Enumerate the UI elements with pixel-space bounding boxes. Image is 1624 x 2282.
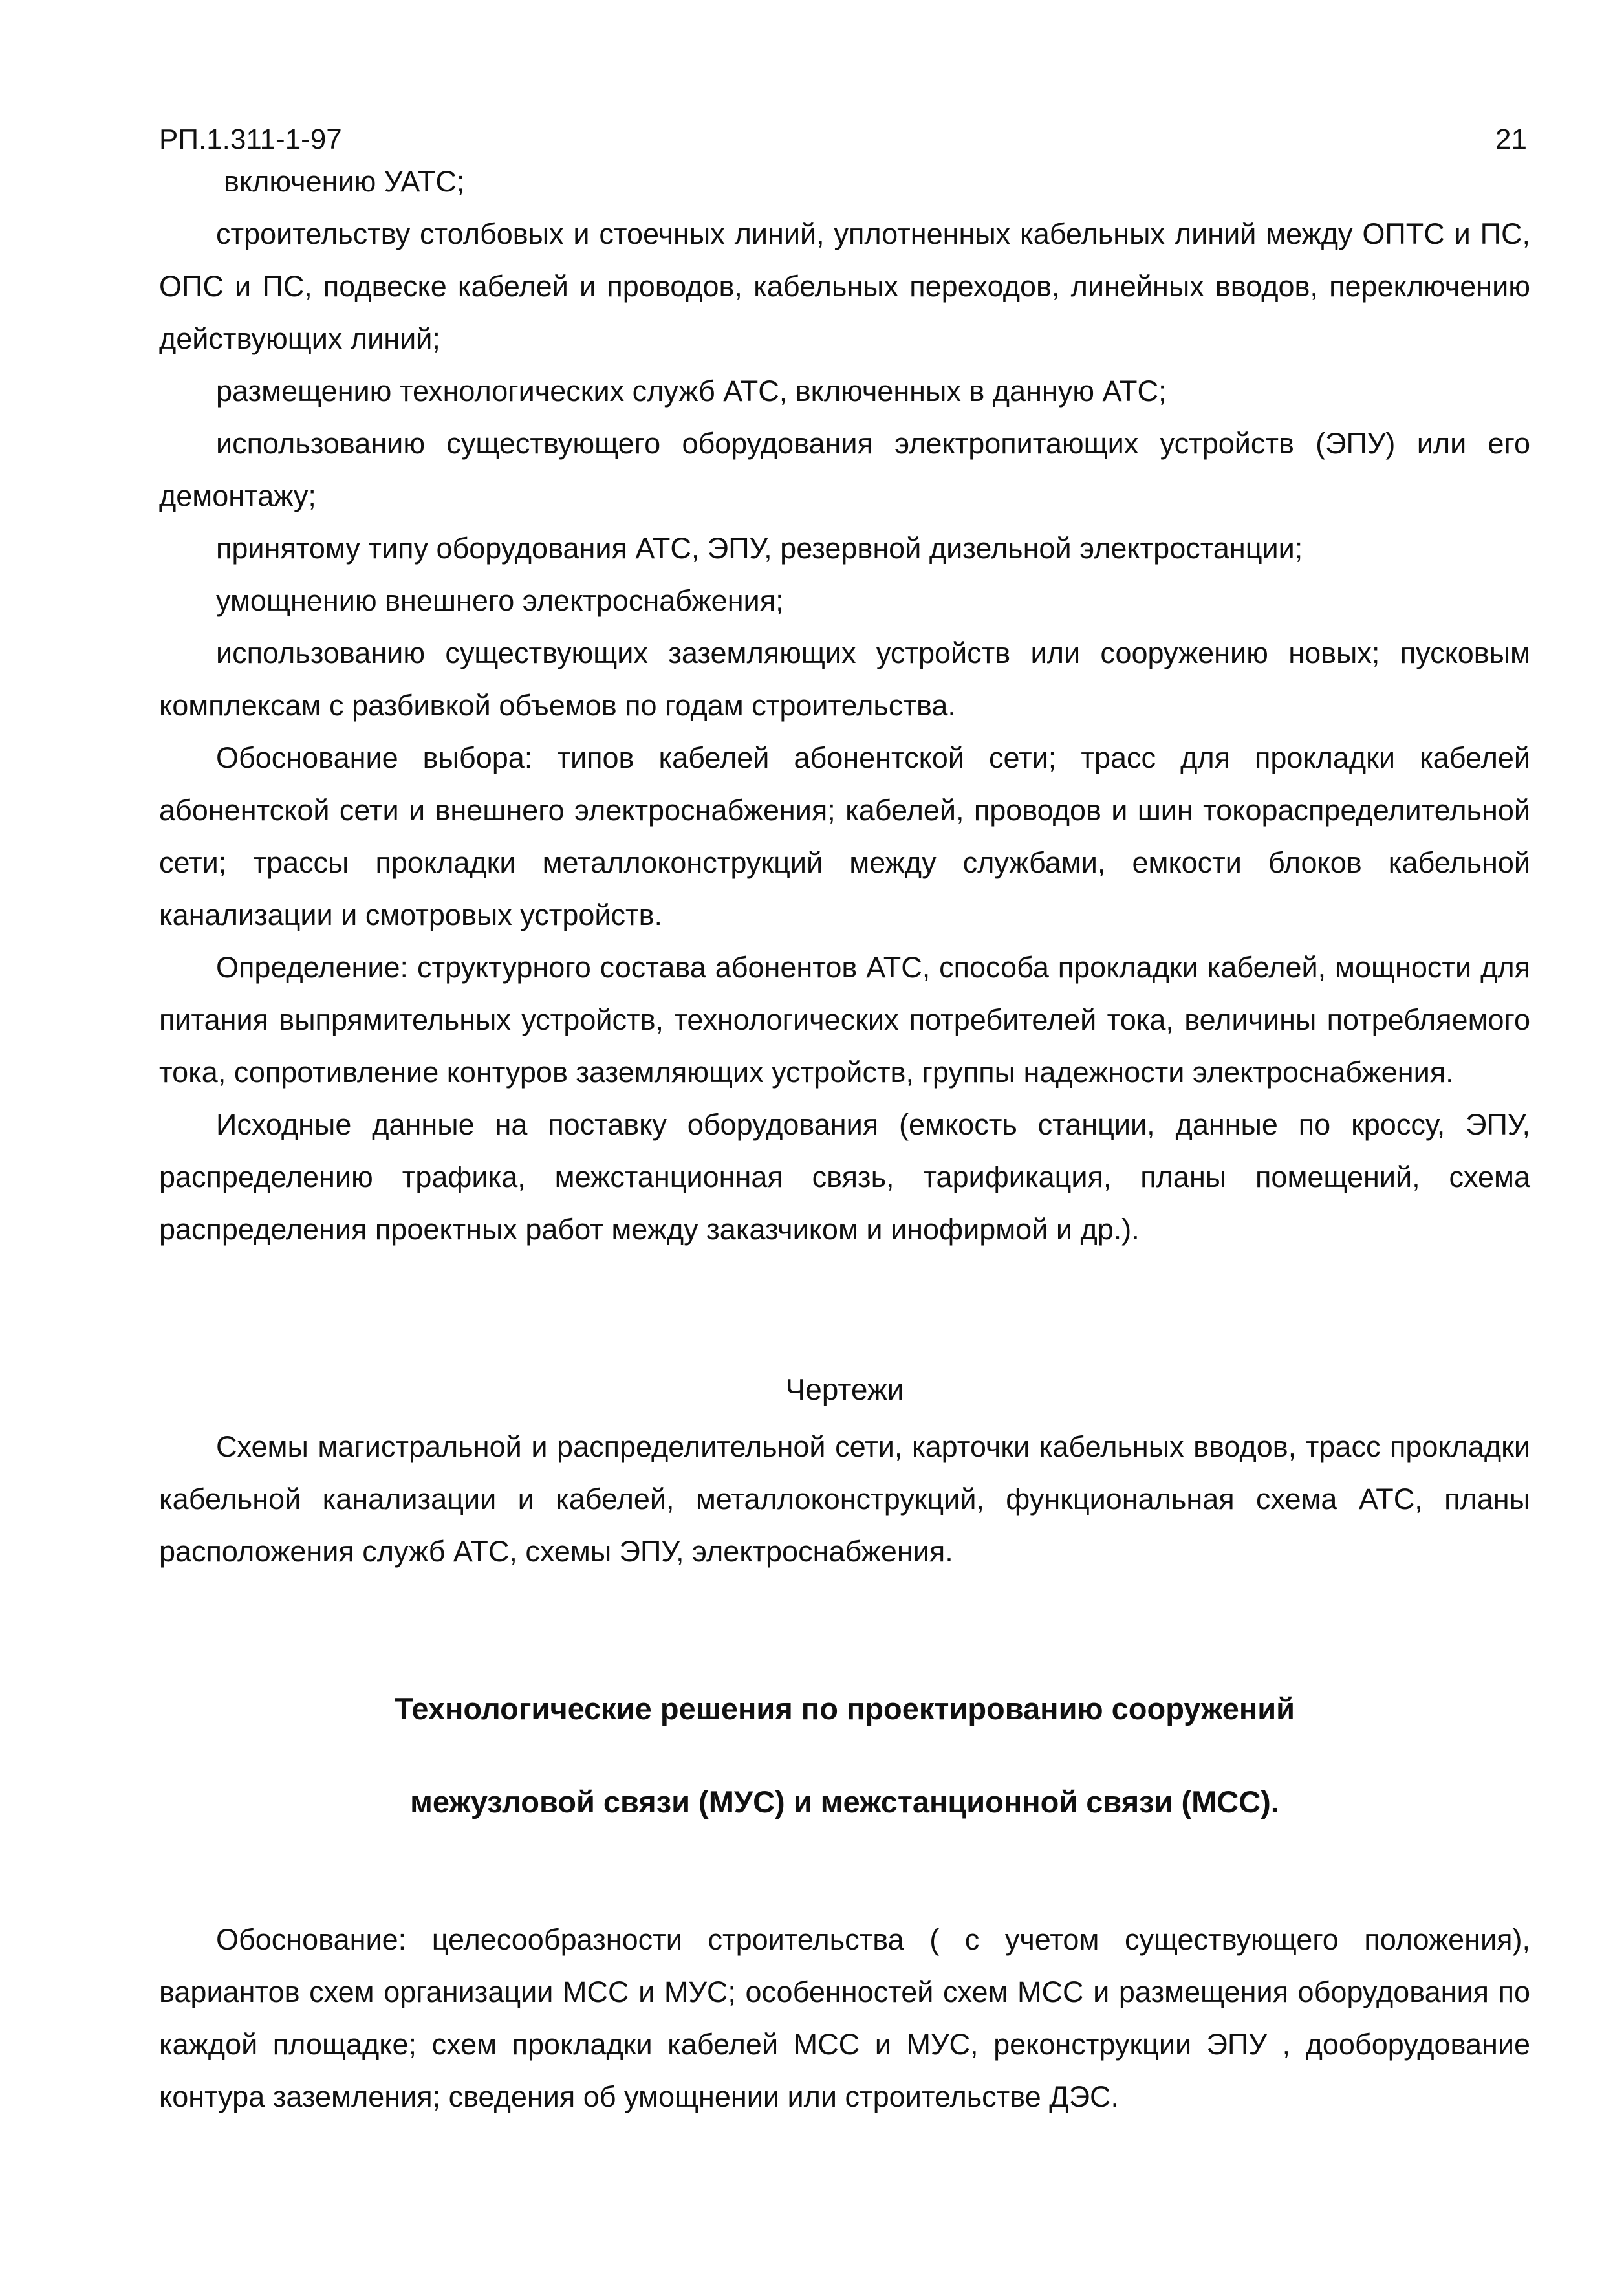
drawings-heading: Чертежи: [785, 1373, 904, 1406]
paragraph: Схемы магистральной и распределительной сети, карточки кабельных вводов, трасс прокладки кабельной канализации и кабелей, металлоконструкций, функциональная схема АТС, планы расположения служб АТС, схемы ЭПУ, электроснабжения.: [159, 1430, 1530, 1568]
paragraph: Определение: структурного состава абонентов АТС, способа прокладки кабелей, мощности для питания выпрямительных устройств, технологических потребителей тока, величины потребляемого тока, сопротивление контуров заземляющих устройств, группы надежности электроснабжения.: [159, 951, 1530, 1089]
section-title-line: межузловой связи (МУС) и межстанционной связи (МСС).: [410, 1785, 1279, 1819]
paragraph: размещению технологических служб АТС, включенных в данную АТС;: [216, 375, 1167, 408]
paragraph: Обоснование выбора: типов кабелей абонентской сети; трасс для прокладки кабелей абонентской сети и внешнего электроснабжения; кабелей, проводов и шин токораспределительной сети; трассы прокладки металлоконструкций между службами, емкости блоков кабельной канализации и смотровых устройств.: [159, 741, 1530, 931]
paragraph: принятому типу оборудования АТС, ЭПУ, резервной дизельной электростанции;: [216, 532, 1303, 565]
paragraph: умощнению внешнего электроснабжения;: [216, 584, 784, 617]
paragraph: Обоснование: целесообразности строительства ( с учетом существующего положения), вариантов схем организации МСС и МУС; особенностей схем МСС и размещения оборудования по каждой площадке; схем прокладки кабелей МСС и МУС, реконструкции ЭПУ , дооборудование контура заземления; сведения об умощнении или строительстве ДЭС.: [159, 1923, 1530, 2113]
page-number: 21: [1495, 124, 1527, 155]
paragraph: включению УАТС;: [224, 165, 465, 198]
section-body: [159, 1913, 1530, 2123]
paragraph: использованию существующего оборудования электропитающих устройств (ЭПУ) или его демонтажу;: [159, 427, 1530, 512]
paragraph: использованию существующих заземляющих устройств или сооружению новых; пусковым комплексам с разбивкой объемов по годам строительства.: [159, 636, 1530, 722]
body-text: [159, 155, 1530, 1255]
paragraph: строительству столбовых и стоечных линий, уплотненных кабельных линий между ОПТС и ПС, ОПС и ПС, подвеске кабелей и проводов, кабельных переходов, линейных вводов, переключению действующих линий;: [159, 217, 1530, 355]
drawings-section: [159, 1420, 1530, 1578]
paragraph: Исходные данные на поставку оборудования (емкость станции, данные по кроссу, ЭПУ, распределению трафика, межстанционная связь, тарификация, планы помещений, схема распределения проектных работ между заказчиком и инофирмой и др.).: [159, 1108, 1530, 1246]
section-title-line: Технологические решения по проектированию сооружений: [394, 1691, 1295, 1726]
document-code: РП.1.311-1-97: [159, 124, 342, 155]
section-title: [159, 1690, 1530, 1821]
